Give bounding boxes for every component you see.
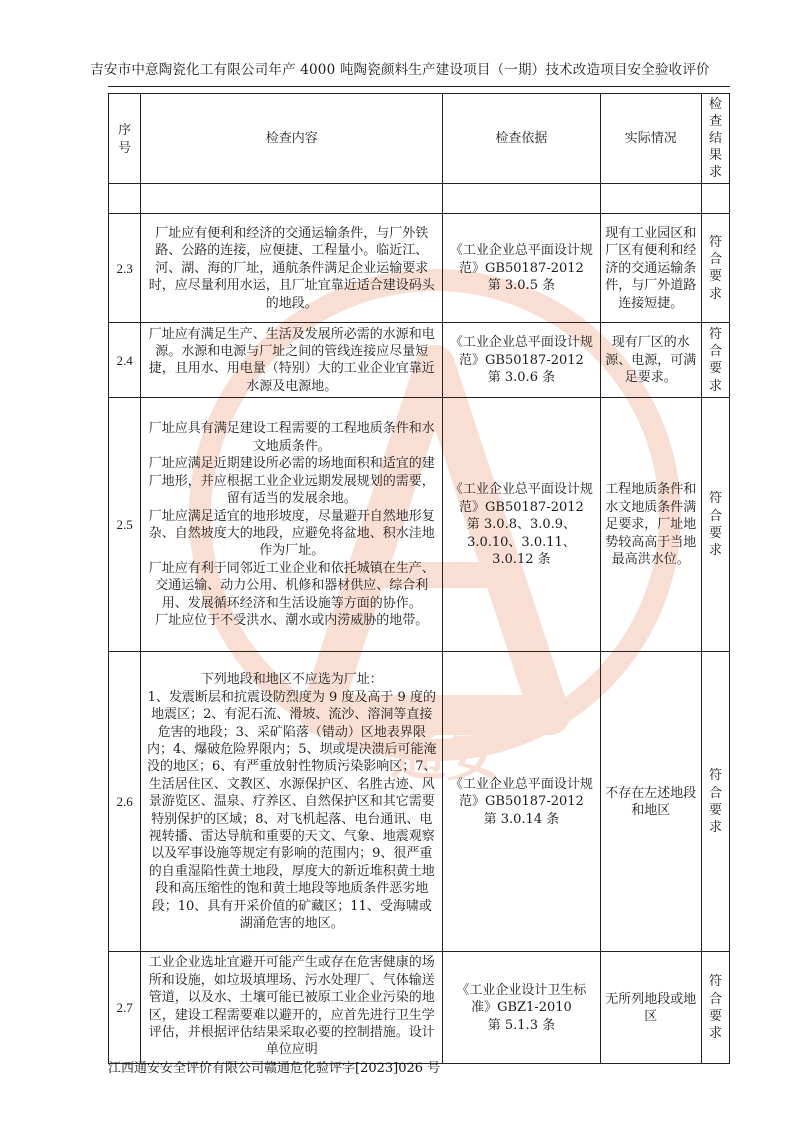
row-result: 符合要求 bbox=[701, 652, 729, 952]
table-row bbox=[109, 214, 730, 323]
row-result: 符合要求 bbox=[701, 323, 729, 398]
row-content: 厂址应具有满足建设工程需要的工程地质条件和水文地质条件。 厂址应满足近期建设所必需的场地面积和适宜的建厂地形，并应根据工业企业远期发展规划的需要，留有适当的发展余地。 厂址应满足适宜的地形坡度，尽量避开自然地形复杂、自然坡度大的地段，应避免将盆地、积水洼地作为厂址。 厂址应有利于同邻近工业企业和依托城镇在生产、交通运输、动力公用、机修和器材供应、综合利用、发展循环经济和生活设施等方面的协作。 厂址应位于不受洪水、潮水或内涝威胁的地带。 bbox=[141, 398, 443, 652]
inspection-table bbox=[108, 93, 730, 1064]
watermark-text: 通安 bbox=[390, 724, 502, 789]
row-no: 2.6 bbox=[109, 652, 141, 952]
row-no: 2.4 bbox=[109, 323, 141, 398]
row-actual: 工程地质条件和水文地质条件满足要求，厂址地势较高高于当地最高洪水位。 bbox=[600, 398, 701, 652]
page-header bbox=[0, 58, 800, 78]
row-result: 符合要求 bbox=[701, 214, 729, 323]
table-row bbox=[109, 398, 730, 652]
header-result: 检查结果求 bbox=[701, 94, 729, 184]
page-footer bbox=[108, 1057, 440, 1076]
row-actual: 现有厂区的水源、电源，可满足要求。 bbox=[600, 323, 701, 398]
row-basis: 《工业企业总平面设计规范》GB50187-2012 第 3.0.5 条 bbox=[443, 214, 600, 323]
row-actual: 现有工业园区和厂区有便利和经济的交通运输条件，与厂外道路连接短捷。 bbox=[600, 214, 701, 323]
row-actual: 无所列地段或地区 bbox=[600, 952, 701, 1064]
row-basis: 《工业企业设计卫生标准》GBZ1-2010 第 5.1.3 条 bbox=[443, 952, 600, 1064]
header-rule bbox=[108, 86, 730, 87]
row-content: 厂址应有便利和经济的交通运输条件，与厂外铁路、公路的连接，应便捷、工程量小。临近江、河、湖、海的厂址，通航条件满足企业运输要求时，应尽量利用水运，且厂址宜靠近适合建设码头的地段。 bbox=[141, 214, 443, 323]
row-content: 工业企业选址宜避开可能产生或存在危害健康的场所和设施，如垃圾填埋场、污水处理厂、气体输送管道，以及水、土壤可能已被原工业企业污染的地区，建设工程需要难以避开的，应首先进行卫生学评估，并根据评估结果采取必要的控制措施。设计单位应明 bbox=[141, 952, 443, 1064]
table-row bbox=[109, 323, 730, 398]
row-basis: 《工业企业总平面设计规范》GB50187-2012 第 3.0.8、3.0.9、3.0.10、3.0.11、3.0.12 条 bbox=[443, 398, 600, 652]
report-title: 吉安市中意陶瓷化工有限公司年产 4000 吨陶瓷颜料生产建设项目（一期）技术改造项目安全验收评价 bbox=[90, 62, 710, 78]
table-row bbox=[109, 652, 730, 952]
row-actual: 不存在左述地段和地区 bbox=[600, 652, 701, 952]
row-content: 下列地段和地区不应选为厂址： 1、发震断层和抗震设防烈度为 9 度及高于 9 度的地震区；2、有泥石流、滑坡、流沙、溶洞等直接危害的地段；3、采矿陷落（错动）区地表界限内；4、爆破危险界限内；5、坝或堤决溃后可能淹没的地区；6、有严重放射性物质污染影响区；7、生活居住区、文教区、水源保护区、名胜古迹、风景游览区、温泉、疗养区、自然保护区和其它需要特别保护的区域；8、对飞机起落、电台通讯、电视转播、雷达导航和重要的天文、气象、地震观察以及军事设施等规定有影响的范围内；9、很严重的自重湿陷性黄土地段，厚度大的新近堆积黄土地段和高压缩性的饱和黄土地段等地质条件恶劣地段；10、具有开采价值的矿藏区；11、受海啸或湖涌危害的地区。 bbox=[141, 652, 443, 952]
table-header-row bbox=[109, 94, 730, 184]
row-content: 厂址应有满足生产、生活及发展所必需的水源和电源。水源和电源与厂址之间的管线连接应尽量短捷，且用水、用电量（特别）大的工业企业宜靠近水源及电源地。 bbox=[141, 323, 443, 398]
table-blank-row bbox=[109, 184, 730, 214]
row-basis: 《工业企业总平面设计规范》GB50187-2012 第 3.0.6 条 bbox=[443, 323, 600, 398]
row-result: 符合要求 bbox=[701, 398, 729, 652]
header-actual: 实际情况 bbox=[600, 94, 701, 184]
row-basis: 《工业企业总平面设计规范》GB50187-2012 第 3.0.14 条 bbox=[443, 652, 600, 952]
header-basis: 检查依据 bbox=[443, 94, 600, 184]
row-no: 2.3 bbox=[109, 214, 141, 323]
footer-text: 江西通安安全评价有限公司赣通危化验评字[2023]026 号 bbox=[108, 1061, 441, 1076]
header-no: 序号 bbox=[109, 94, 141, 184]
row-result: 符合要求 bbox=[701, 952, 729, 1064]
row-no: 2.5 bbox=[109, 398, 141, 652]
header-content: 检查内容 bbox=[141, 94, 443, 184]
row-no: 2.7 bbox=[109, 952, 141, 1064]
table-row bbox=[109, 952, 730, 1064]
